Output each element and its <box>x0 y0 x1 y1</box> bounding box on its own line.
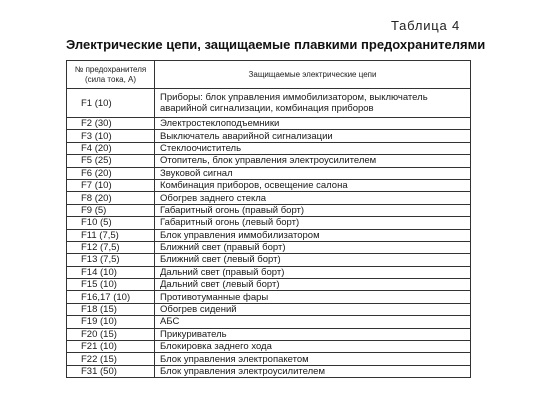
table-row <box>67 118 471 130</box>
table-row <box>67 291 471 303</box>
fuse-cell: F3 (10) <box>67 130 155 142</box>
fuse-cell: F7 (10) <box>67 179 155 191</box>
table-header-row <box>67 61 471 89</box>
fuse-cell: F10 (5) <box>67 217 155 229</box>
circuit-cell: Стеклоочиститель <box>155 142 471 154</box>
circuit-cell: Блок управления электропакетом <box>155 353 471 365</box>
fuse-cell: F31 (50) <box>67 365 155 377</box>
table-row <box>67 365 471 377</box>
table-title: Электрические цепи, защищаемые плавкими предохранителями <box>66 37 486 52</box>
circuit-cell: Отопитель, блок управления электроусилителем <box>155 155 471 167</box>
fuse-cell: F6 (20) <box>67 167 155 179</box>
table-row <box>67 241 471 253</box>
fuse-cell: F14 (10) <box>67 266 155 278</box>
fuse-cell: F20 (15) <box>67 328 155 340</box>
fuse-cell: F13 (7,5) <box>67 254 155 266</box>
fuse-cell: F11 (7,5) <box>67 229 155 241</box>
circuit-line: аварийной сигнализации, комбинация приборов <box>160 103 374 114</box>
circuit-cell: Дальний свет (левый борт) <box>155 279 471 291</box>
fuse-table <box>66 60 471 378</box>
header-fuse-number-line2: (сила тока, А) <box>84 74 137 84</box>
circuit-cell: Обогрев заднего стекла <box>155 192 471 204</box>
header-fuse-number <box>67 61 155 89</box>
table-row <box>67 303 471 315</box>
table-row <box>67 155 471 167</box>
fuse-cell: F1 (10) <box>67 89 155 118</box>
fuse-cell: F19 (10) <box>67 316 155 328</box>
circuit-cell: Прикуриватель <box>155 328 471 340</box>
fuse-cell: F15 (10) <box>67 279 155 291</box>
circuit-cell: Комбинация приборов, освещение салона <box>155 179 471 191</box>
table-row <box>67 130 471 142</box>
fuse-cell: F21 (10) <box>67 341 155 353</box>
circuit-cell: Звуковой сигнал <box>155 167 471 179</box>
circuit-cell: Выключатель аварийной сигнализации <box>155 130 471 142</box>
table-row <box>67 89 471 118</box>
table-row <box>67 204 471 216</box>
circuit-cell <box>155 89 471 118</box>
fuse-cell: F22 (15) <box>67 353 155 365</box>
circuit-cell: Дальний свет (правый борт) <box>155 266 471 278</box>
table-row <box>67 279 471 291</box>
table-row <box>67 167 471 179</box>
header-fuse-number-line1: № предохранителя <box>74 64 147 74</box>
table-number: Таблица 4 <box>390 18 460 33</box>
circuit-cell: Блок управления иммобилизатором <box>155 229 471 241</box>
table-row <box>67 266 471 278</box>
circuit-line: Приборы: блок управления иммобилизатором, выключатель <box>160 92 428 103</box>
table-row <box>67 217 471 229</box>
fuse-cell: F12 (7,5) <box>67 241 155 253</box>
fuse-cell: F9 (5) <box>67 204 155 216</box>
table-row <box>67 353 471 365</box>
fuse-cell: F5 (25) <box>67 155 155 167</box>
circuit-cell: Габаритный огонь (левый борт) <box>155 217 471 229</box>
circuit-cell: Обогрев сидений <box>155 303 471 315</box>
table-row <box>67 328 471 340</box>
circuit-cell: АБС <box>155 316 471 328</box>
header-protected-circuits: Защищаемые электрические цепи <box>155 61 471 89</box>
table-row <box>67 316 471 328</box>
circuit-cell: Ближний свет (левый борт) <box>155 254 471 266</box>
circuit-cell: Габаритный огонь (правый борт) <box>155 204 471 216</box>
table-row <box>67 254 471 266</box>
circuit-cell: Блок управления электроусилителем <box>155 365 471 377</box>
table-row <box>67 341 471 353</box>
table-row <box>67 229 471 241</box>
circuit-cell: Электростеклоподъемники <box>155 118 471 130</box>
circuit-cell: Блокировка заднего хода <box>155 341 471 353</box>
fuse-cell: F4 (20) <box>67 142 155 154</box>
fuse-cell: F8 (20) <box>67 192 155 204</box>
fuse-cell: F16,17 (10) <box>67 291 155 303</box>
table-row <box>67 142 471 154</box>
circuit-cell: Противотуманные фары <box>155 291 471 303</box>
fuse-cell: F2 (30) <box>67 118 155 130</box>
fuse-cell: F18 (15) <box>67 303 155 315</box>
table-row <box>67 179 471 191</box>
circuit-cell: Ближний свет (правый борт) <box>155 241 471 253</box>
table-row <box>67 192 471 204</box>
